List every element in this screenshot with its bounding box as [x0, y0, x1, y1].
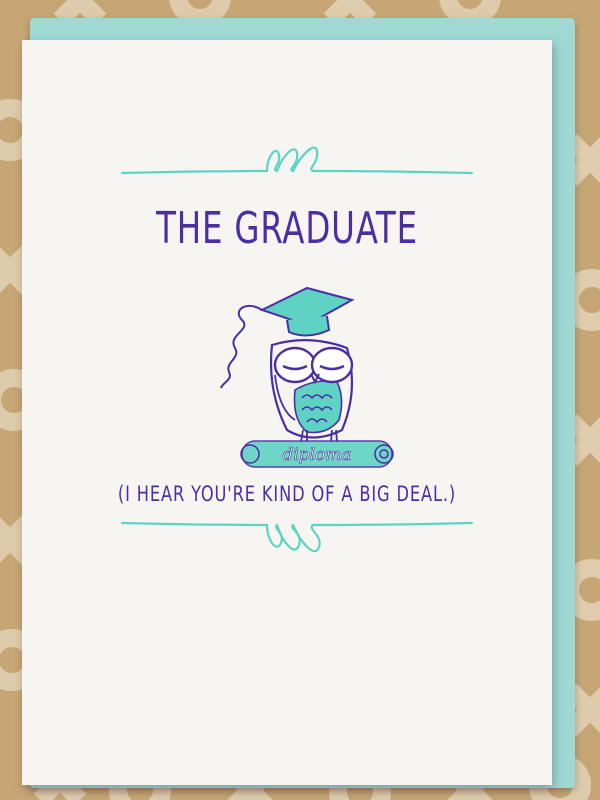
tassel-icon [221, 306, 262, 388]
diploma-label: diploma [282, 445, 352, 465]
graduation-cap-icon [262, 288, 352, 336]
card-subtitle: (I HEAR YOU'RE KIND OF A BIG DEAL.) [117, 482, 457, 506]
greeting-card [22, 40, 552, 785]
top-flourish-divider [117, 135, 477, 185]
owl-illustration [207, 270, 407, 450]
diploma-scroll-icon [232, 433, 402, 475]
card-title: THE GRADUATE [156, 203, 418, 254]
bottom-flourish-divider [117, 515, 477, 575]
